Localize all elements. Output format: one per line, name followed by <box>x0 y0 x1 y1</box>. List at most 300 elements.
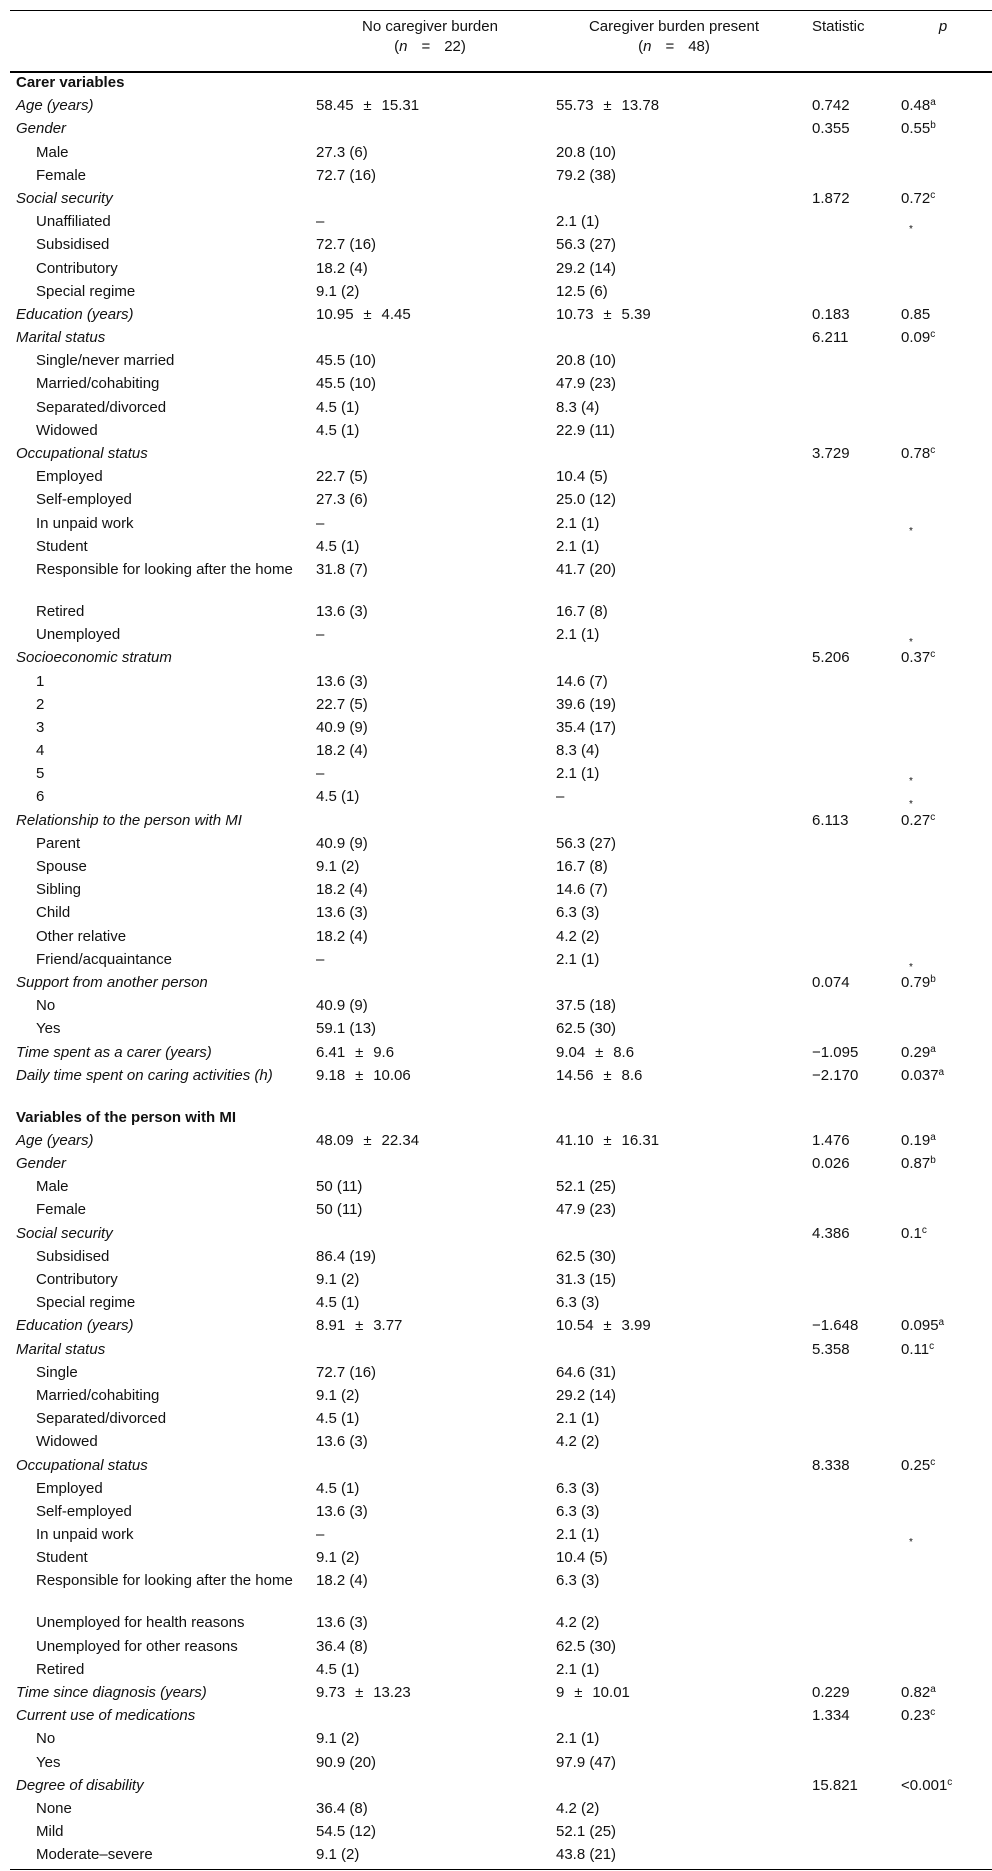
table-row <box>10 648 992 671</box>
category-label: Married/cohabiting <box>36 1386 160 1404</box>
cell-no-burden <box>310 1432 550 1455</box>
cell-no-burden <box>310 467 550 490</box>
cell-no-burden <box>310 1729 550 1752</box>
cell-p-value <box>893 1571 992 1613</box>
cell-statistic <box>798 1456 893 1479</box>
cell-burden-present <box>550 1200 798 1223</box>
cell-value: 9.1 (2) <box>316 1846 360 1864</box>
header-no-burden <box>310 11 550 73</box>
cell-burden-present <box>550 1683 798 1706</box>
statistic-value: 1.872 <box>812 189 850 207</box>
mean-value: 55.73 <box>556 97 594 115</box>
variable-label: Time since diagnosis (years) <box>16 1684 207 1701</box>
cell-burden-present <box>550 1363 798 1386</box>
cell-burden-present <box>550 444 798 467</box>
cell-no-burden <box>310 1154 550 1177</box>
cell-statistic <box>798 1247 893 1270</box>
cell-no-burden <box>310 351 550 374</box>
category-label: Married/cohabiting <box>36 375 160 393</box>
footnote-marker: c <box>930 811 936 823</box>
cell-value: 20.8 (10) <box>556 352 617 370</box>
cell-no-burden <box>310 1247 550 1270</box>
mean-value: 9.04 <box>556 1043 586 1061</box>
table-row <box>10 1613 992 1636</box>
category-label: Special regime <box>36 1294 136 1312</box>
mean-value: 9.73 <box>316 1684 346 1701</box>
cell-value: 40.9 (9) <box>316 718 368 736</box>
table-row <box>10 1066 992 1108</box>
cell-value: 13.6 (3) <box>316 602 368 620</box>
cell-statistic <box>798 444 893 467</box>
cell-statistic <box>798 421 893 444</box>
cell-statistic <box>798 1729 893 1752</box>
statistic-value: −1.648 <box>812 1317 859 1335</box>
cell-burden-present <box>550 1637 798 1660</box>
cell-value: 72.7 (16) <box>316 166 377 184</box>
p-value: 0.72 <box>901 189 931 207</box>
cell-value: 2.1 (1) <box>556 537 600 555</box>
cell-value: 13.6 (3) <box>316 1502 368 1520</box>
cell-burden-present <box>550 834 798 857</box>
cell-statistic <box>798 1293 893 1316</box>
cell-p-value <box>893 996 992 1019</box>
cell-burden-present <box>550 1799 798 1822</box>
header-no-burden-n: (n = 22) <box>394 38 466 55</box>
cell-value: 36.4 (8) <box>316 1799 368 1817</box>
variable-label: Education (years) <box>16 305 134 323</box>
cell-value: 4.2 (2) <box>556 1799 600 1817</box>
variable-label: Occupational status <box>16 1456 148 1474</box>
cell-value: 2.1 (1) <box>556 213 600 231</box>
cell-burden-present <box>550 718 798 741</box>
p-value: 0.79 <box>901 973 931 991</box>
cell-value: 72.7 (16) <box>316 1363 377 1381</box>
footnote-marker: a <box>930 1043 936 1055</box>
category-label: Parent <box>36 834 81 852</box>
cell-value: – <box>556 788 565 806</box>
cell-value: 20.8 (10) <box>556 143 617 161</box>
category-label: Unaffiliated <box>36 213 111 231</box>
cell-no-burden <box>310 1456 550 1479</box>
sd-value: 8.6 <box>613 1043 635 1061</box>
cell-no-burden <box>310 950 550 973</box>
cell-burden-present <box>550 695 798 718</box>
category-label: Mild <box>36 1823 64 1841</box>
category-label: Moderate–severe <box>10 1845 310 1869</box>
cell-value: 4.5 (1) <box>316 1479 360 1497</box>
cell-no-burden <box>310 764 550 787</box>
cell-statistic <box>798 1613 893 1636</box>
cell-burden-present <box>550 1108 798 1131</box>
cell-burden-present <box>550 811 798 834</box>
cell-burden-present <box>550 1386 798 1409</box>
cell-statistic <box>798 1660 893 1683</box>
cell-burden-present <box>550 1548 798 1571</box>
cell-value: 14.6 (7) <box>556 672 608 690</box>
cell-value: 59.1 (13) <box>316 1020 377 1038</box>
category-label: Self-employed <box>36 491 132 509</box>
cell-burden-present <box>550 1706 798 1729</box>
mean-value: 10.95 <box>316 305 354 323</box>
cell-no-burden <box>310 602 550 625</box>
category-label: Retired <box>36 1660 85 1678</box>
cell-value: 4.5 (1) <box>316 788 360 806</box>
cell-statistic <box>798 374 893 397</box>
cell-p-value <box>893 1270 992 1293</box>
cell-burden-present <box>550 1456 798 1479</box>
cell-value: 64.6 (31) <box>556 1363 617 1381</box>
variable-label: Occupational status <box>16 445 148 462</box>
sd-value: 10.01 <box>592 1684 630 1701</box>
cell-no-burden <box>310 880 550 903</box>
table-row <box>10 1316 992 1339</box>
table-row <box>10 189 992 212</box>
cell-no-burden <box>310 1548 550 1571</box>
statistic-value: 4.386 <box>812 1224 850 1242</box>
table-row <box>10 1386 992 1409</box>
cell-value: 18.2 (4) <box>316 259 368 277</box>
p-value: 0.78 <box>901 445 931 462</box>
mean-value: 8.91 <box>316 1317 346 1335</box>
cell-statistic <box>798 1340 893 1363</box>
cell-value: – <box>316 950 325 968</box>
cell-p-value <box>893 1316 992 1339</box>
mean-value: 9.18 <box>316 1066 346 1084</box>
cell-statistic <box>798 1386 893 1409</box>
cell-p-value <box>893 880 992 903</box>
cell-no-burden <box>310 672 550 695</box>
p-value: 0.37 <box>901 649 931 667</box>
category-label: No <box>36 997 56 1015</box>
variable-label: Marital status <box>16 329 106 347</box>
cell-value: 13.6 (3) <box>316 672 368 690</box>
sd-value: 10.06 <box>373 1066 411 1084</box>
cell-burden-present <box>550 1154 798 1177</box>
category-label: No <box>36 1730 56 1748</box>
cell-burden-present <box>550 514 798 537</box>
plus-minus-symbol: ± <box>603 1131 612 1149</box>
cell-statistic <box>798 212 893 235</box>
cell-value: 35.4 (17) <box>556 718 617 736</box>
cell-no-burden <box>310 490 550 513</box>
footnote-marker: c <box>930 649 936 661</box>
cell-p-value <box>893 467 992 490</box>
plus-minus-symbol: ± <box>355 1066 364 1084</box>
cell-value: 52.1 (25) <box>556 1823 617 1841</box>
table-row <box>10 1456 992 1479</box>
cell-p-value <box>893 1293 992 1316</box>
cell-value: 90.9 (20) <box>316 1753 377 1771</box>
cell-burden-present <box>550 259 798 282</box>
table-row <box>10 1729 992 1752</box>
asterisk-marker: * <box>909 224 913 236</box>
table-body <box>10 72 992 1869</box>
cell-burden-present <box>550 1502 798 1525</box>
footnote-marker: c <box>947 1776 953 1788</box>
category-label: Unemployed for other reasons <box>36 1637 238 1655</box>
cell-statistic <box>798 351 893 374</box>
header-no-burden-title: No caregiver burden <box>362 18 498 35</box>
category-label: Responsible for looking after the home <box>36 1572 293 1590</box>
cell-no-burden <box>310 560 550 602</box>
table-row <box>10 1683 992 1706</box>
cell-p-value <box>893 1224 992 1247</box>
variable-label: Time spent as a carer (years) <box>16 1043 212 1061</box>
cell-statistic <box>798 1066 893 1108</box>
variable-label: Socioeconomic stratum <box>16 649 172 667</box>
cell-burden-present <box>550 1019 798 1042</box>
cell-value: 14.6 (7) <box>556 881 608 899</box>
footnote-marker: c <box>930 1456 936 1468</box>
cell-value: 6.3 (3) <box>556 1572 600 1590</box>
table-row <box>10 741 992 764</box>
cell-no-burden <box>310 444 550 467</box>
cell-p-value <box>893 787 992 810</box>
cell-burden-present <box>550 1660 798 1683</box>
cell-value: 41.7 (20) <box>556 560 617 578</box>
cell-p-value <box>893 857 992 880</box>
cell-value: 40.9 (9) <box>316 997 368 1015</box>
statistic-value: −1.095 <box>812 1043 859 1061</box>
cell-statistic <box>798 1131 893 1154</box>
statistic-value: 0.026 <box>812 1155 850 1173</box>
statistic-value: 5.206 <box>812 649 850 667</box>
cell-value: 6.3 (3) <box>556 904 600 922</box>
cell-value: 16.7 (8) <box>556 602 608 620</box>
table-row <box>10 1224 992 1247</box>
cell-no-burden <box>310 374 550 397</box>
cell-burden-present <box>550 1293 798 1316</box>
cell-value: 4.2 (2) <box>556 927 600 945</box>
footnote-marker: c <box>921 1224 927 1236</box>
cell-value: 4.5 (1) <box>316 1660 360 1678</box>
cell-value: 31.8 (7) <box>316 560 368 578</box>
cell-statistic <box>798 811 893 834</box>
cell-value: 27.3 (6) <box>316 491 368 509</box>
statistic-value: −2.170 <box>812 1066 859 1084</box>
category-label: Self-employed <box>36 1502 132 1520</box>
plus-minus-symbol: ± <box>603 1066 612 1084</box>
cell-burden-present <box>550 421 798 444</box>
cell-value: 4.2 (2) <box>556 1614 600 1632</box>
cell-burden-present <box>550 328 798 351</box>
cell-burden-present <box>550 950 798 973</box>
cell-value: 56.3 (27) <box>556 834 617 852</box>
table-row <box>10 602 992 625</box>
cell-burden-present <box>550 72 798 96</box>
cell-value: 4.5 (1) <box>316 537 360 555</box>
cell-value: 4.5 (1) <box>316 1410 360 1428</box>
cell-value: – <box>316 626 325 644</box>
cell-burden-present <box>550 764 798 787</box>
table-row <box>10 927 992 950</box>
sd-value: 8.6 <box>621 1066 643 1084</box>
cell-value: 10.4 (5) <box>556 1549 608 1567</box>
variable-label: Gender <box>16 120 67 138</box>
cell-value: 9.1 (2) <box>316 1271 360 1288</box>
footnote-marker: a <box>930 1131 936 1143</box>
table-row <box>10 1479 992 1502</box>
cell-statistic <box>798 880 893 903</box>
cell-statistic <box>798 235 893 258</box>
p-value: 0.25 <box>901 1456 931 1474</box>
results-table-container <box>10 10 992 1870</box>
category-label: 4 <box>36 742 45 760</box>
table-row <box>10 857 992 880</box>
cell-no-burden <box>310 1479 550 1502</box>
cell-burden-present <box>550 467 798 490</box>
statistic-value: 6.113 <box>812 811 849 829</box>
header-burden-present <box>550 11 798 73</box>
category-label: Widowed <box>36 1433 98 1451</box>
cell-no-burden <box>310 1316 550 1339</box>
p-value: 0.85 <box>901 305 931 323</box>
cell-no-burden <box>310 1753 550 1776</box>
cell-statistic <box>798 1548 893 1571</box>
cell-statistic <box>798 166 893 189</box>
cell-value: 13.6 (3) <box>316 904 368 922</box>
cell-value: 62.5 (30) <box>556 1637 617 1655</box>
cell-no-burden <box>310 1019 550 1042</box>
mean-value: 41.10 <box>556 1131 594 1149</box>
plus-minus-symbol: ± <box>574 1684 583 1701</box>
cell-no-burden <box>310 1571 550 1613</box>
cell-value: 2.1 (1) <box>556 626 600 644</box>
cell-burden-present <box>550 903 798 926</box>
cell-p-value <box>893 1340 992 1363</box>
sd-value: 3.77 <box>373 1317 403 1335</box>
table-header <box>10 11 992 73</box>
variable-label: Daily time spent on caring activities (h) <box>16 1066 273 1084</box>
cell-no-burden <box>310 1799 550 1822</box>
footnote-marker: a <box>938 1066 945 1078</box>
cell-no-burden <box>310 143 550 166</box>
p-value: 0.1 <box>901 1224 922 1242</box>
cell-p-value <box>893 1845 992 1869</box>
cell-statistic <box>798 1502 893 1525</box>
p-value: 0.23 <box>901 1707 931 1725</box>
cell-no-burden <box>310 166 550 189</box>
cell-value: 2.1 (1) <box>556 765 600 783</box>
cell-p-value <box>893 1822 992 1845</box>
cell-p-value <box>893 235 992 258</box>
cell-statistic <box>798 1776 893 1799</box>
cell-no-burden <box>310 1043 550 1066</box>
cell-no-burden <box>310 648 550 671</box>
table-row <box>10 1409 992 1432</box>
cell-no-burden <box>310 1363 550 1386</box>
cell-burden-present <box>550 1432 798 1455</box>
cell-p-value <box>893 695 992 718</box>
statistic-value: 0.229 <box>812 1684 850 1701</box>
table-row <box>10 305 992 328</box>
cell-p-value <box>893 1548 992 1571</box>
cell-p-value <box>893 950 992 973</box>
cell-p-value <box>893 1200 992 1223</box>
cell-value: 50 (11) <box>316 1201 363 1219</box>
cell-statistic <box>798 1799 893 1822</box>
cell-no-burden <box>310 811 550 834</box>
plus-minus-symbol: ± <box>363 1131 372 1149</box>
table-row <box>10 467 992 490</box>
table-row <box>10 143 992 166</box>
p-value: 0.55 <box>901 120 931 138</box>
cell-burden-present <box>550 1729 798 1752</box>
table-row <box>10 1845 992 1869</box>
cell-p-value <box>893 72 992 96</box>
variable-label: Gender <box>16 1155 67 1173</box>
cell-value: 13.6 (3) <box>316 1433 368 1451</box>
variable-label: Education (years) <box>16 1317 134 1335</box>
cell-statistic <box>798 648 893 671</box>
category-label: 6 <box>36 788 45 806</box>
cell-statistic <box>798 1637 893 1660</box>
statistic-value: 0.742 <box>812 97 850 115</box>
table-row <box>10 718 992 741</box>
cell-burden-present <box>550 996 798 1019</box>
cell-value: 43.8 (21) <box>556 1846 617 1864</box>
cell-value: 47.9 (23) <box>556 375 617 393</box>
statistic-value: 5.358 <box>812 1340 850 1358</box>
table-row <box>10 1753 992 1776</box>
cell-value: 9.1 (2) <box>316 1549 360 1567</box>
cell-value: 56.3 (27) <box>556 236 617 254</box>
cell-statistic <box>798 996 893 1019</box>
cell-p-value <box>893 119 992 142</box>
p-value: 0.82 <box>901 1684 931 1701</box>
cell-statistic <box>798 328 893 351</box>
cell-value: 8.3 (4) <box>556 398 600 416</box>
cell-statistic <box>798 96 893 119</box>
cell-burden-present <box>550 1525 798 1548</box>
cell-p-value <box>893 143 992 166</box>
cell-value: 9.1 (2) <box>316 282 360 300</box>
cell-no-burden <box>310 718 550 741</box>
cell-statistic <box>798 973 893 996</box>
table-row <box>10 1019 992 1042</box>
plus-minus-symbol: ± <box>355 1043 364 1061</box>
p-value: 0.19 <box>901 1131 931 1149</box>
cell-statistic <box>798 467 893 490</box>
cell-p-value <box>893 648 992 671</box>
table-row <box>10 1502 992 1525</box>
cell-statistic <box>798 1822 893 1845</box>
cell-p-value <box>893 1479 992 1502</box>
variable-label: Age (years) <box>16 1131 94 1149</box>
cell-no-burden <box>310 259 550 282</box>
cell-statistic <box>798 764 893 787</box>
table-row <box>10 787 992 810</box>
cell-p-value <box>893 1177 992 1200</box>
cell-p-value <box>893 1154 992 1177</box>
sd-value: 16.31 <box>621 1131 660 1149</box>
plus-minus-symbol: ± <box>603 1317 612 1335</box>
cell-burden-present <box>550 1753 798 1776</box>
cell-p-value <box>893 1799 992 1822</box>
cell-value: 62.5 (30) <box>556 1020 617 1038</box>
category-label: Widowed <box>36 421 98 439</box>
cell-p-value <box>893 1066 992 1108</box>
statistic-value: 6.211 <box>812 329 849 347</box>
cell-p-value <box>893 421 992 444</box>
cell-no-burden <box>310 96 550 119</box>
cell-no-burden <box>310 903 550 926</box>
cell-statistic <box>798 1683 893 1706</box>
cell-statistic <box>798 1706 893 1729</box>
footnote-marker: c <box>930 445 936 456</box>
cell-statistic <box>798 143 893 166</box>
cell-p-value <box>893 166 992 189</box>
